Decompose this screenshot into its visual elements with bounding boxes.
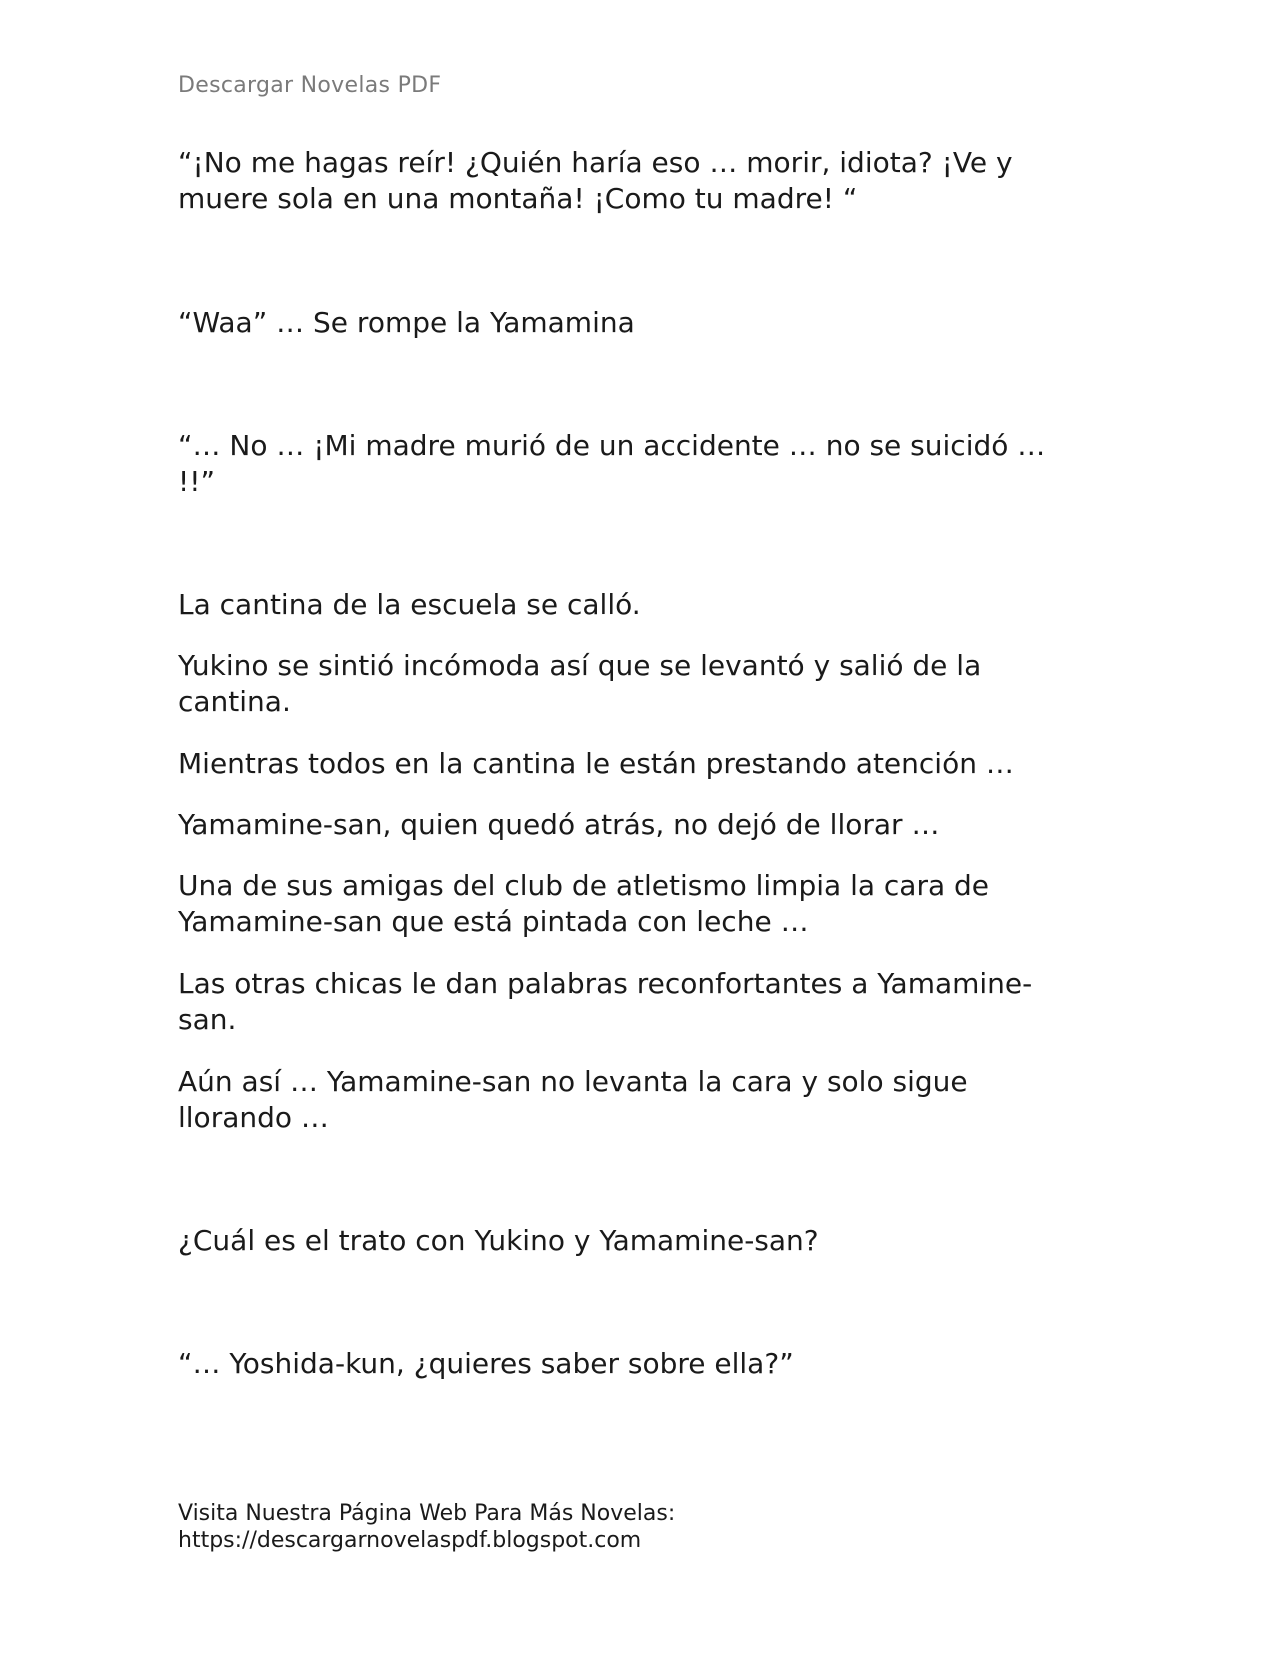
page-header: Descargar Novelas PDF [178, 73, 442, 98]
paragraph-8: Una de sus amigas del club de atletismo limpia la cara de Yamamine-san que está pintada con leche … [178, 869, 990, 938]
paragraph-1: “¡No me hagas reír! ¿Quién haría eso … morir, idiota? ¡Ve y muere sola en una montaña! ¡Como tu madre! “ [178, 146, 1013, 215]
paragraph-3: “… No … ¡Mi madre murió de un accidente … no se suicidó … !!” [178, 429, 1046, 498]
paragraph-5: Yukino se sintió incómoda así que se levantó y salió de la cantina. [178, 649, 982, 718]
paragraph-7: Yamamine-san, quien quedó atrás, no dejó de llorar … [178, 808, 940, 841]
paragraph-11: ¿Cuál es el trato con Yukino y Yamamine-san? [178, 1224, 819, 1257]
paragraph-6: Mientras todos en la cantina le están prestando atención … [178, 747, 1014, 780]
paragraph-10: Aún así … Yamamine-san no levanta la cara y solo sigue llorando … [178, 1065, 968, 1134]
paragraph-12: “… Yoshida-kun, ¿quieres saber sobre ella?” [178, 1347, 794, 1380]
footer-url-link[interactable]: https://descargarnovelaspdf.blogspot.com [178, 1528, 642, 1553]
paragraph-4: La cantina de la escuela se calló. [178, 588, 641, 621]
footer-promo-text: Visita Nuestra Página Web Para Más Novelas: [178, 1501, 676, 1526]
paragraph-2: “Waa” … Se rompe la Yamamina [178, 306, 635, 339]
page-footer [178, 1500, 675, 1554]
paragraph-9: Las otras chicas le dan palabras reconfortantes a Yamamine-san. [178, 967, 1033, 1036]
